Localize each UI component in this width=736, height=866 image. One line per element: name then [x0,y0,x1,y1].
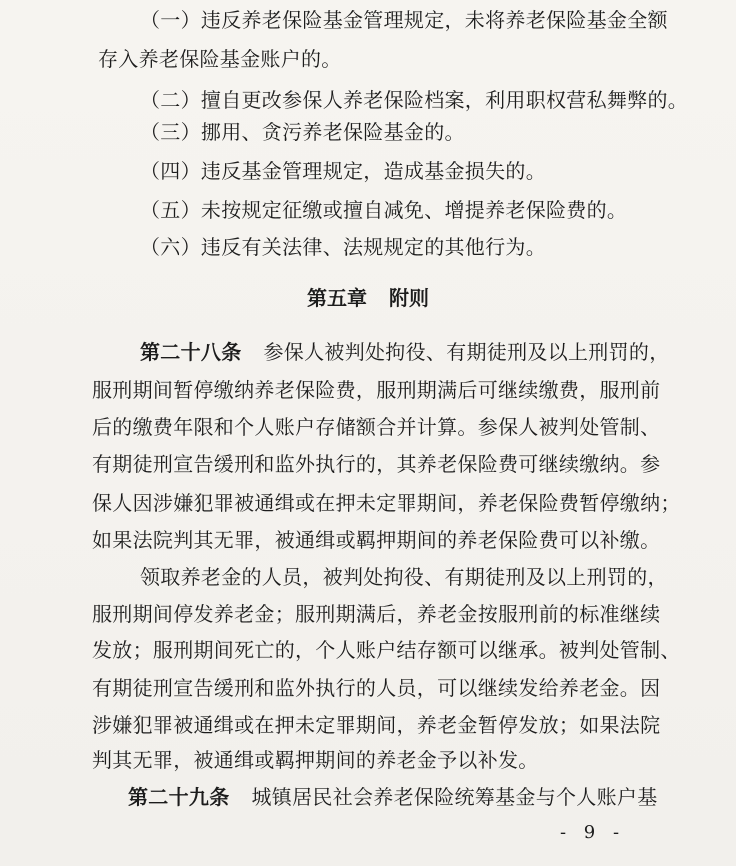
paragraph-2-line-5: 涉嫌犯罪被通缉或在押未定罪期间，养老金暂停发放；如果法院 [92,713,661,737]
article-28-line-3: 后的缴费年限和个人账户存储额合并计算。参保人被判处管制、 [92,415,661,439]
article-28-label: 第二十八条 [140,340,242,364]
list-item-5: （五）未按规定征缴或擅自减免、增提养老保险费的。 [140,198,628,222]
list-item-1-line-1: （一）违反养老保险基金管理规定，未将养老保险基金全额 [140,8,668,32]
chapter-heading [0,286,736,310]
paragraph-2-line-2: 服刑期间停发养老金；服刑期满后，养老金按服刑前的标准继续 [92,602,661,626]
article-29-label: 第二十九条 [128,785,230,809]
article-28-line-2: 服刑期间暂停缴纳养老保险费，服刑期满后可继续缴费，服刑前 [92,378,661,402]
list-item-1-line-2: 存入养老保险基金账户的。 [98,47,342,71]
list-item-3: （三）挪用、贪污养老保险基金的。 [140,120,465,144]
article-28-text-1: 参保人被判处拘役、有期徒刑及以上刑罚的， [263,340,670,364]
paragraph-2-line-3: 发放；服刑期间死亡的，个人账户结存额可以继承。被判处管制、 [92,638,681,662]
article-29-line-1 [128,785,658,809]
chapter-number: 第五章 [307,286,367,310]
chapter-title: 附则 [389,286,429,310]
page-number: - 9 - [560,822,626,843]
list-item-4: （四）违反基金管理规定，造成基金损失的。 [140,159,546,183]
article-28-line-5: 保人因涉嫌犯罪被通缉或在押未定罪期间，养老保险费暂停缴纳； [92,491,681,515]
list-item-2: （二）擅自更改参保人养老保险档案，利用职权营私舞弊的。 [140,88,689,112]
list-item-6: （六）违反有关法律、法规规定的其他行为。 [140,235,546,259]
article-28-line-4: 有期徒刑宣告缓刑和监外执行的，其养老保险费可继续缴纳。参 [92,452,661,476]
paragraph-2-line-1: 领取养老金的人员，被判处拘役、有期徒刑及以上刑罚的， [140,565,668,589]
paragraph-2-line-6: 判其无罪，被通缉或羁押期间的养老金予以补发。 [92,748,539,772]
article-28-line-6: 如果法院判其无罪，被通缉或羁押期间的养老保险费可以补缴。 [92,528,661,552]
paragraph-2-line-4: 有期徒刑宣告缓刑和监外执行的人员，可以继续发给养老金。因 [92,676,661,700]
article-28-line-1 [140,340,670,364]
article-29-text: 城镇居民社会养老保险统筹基金与个人账户基 [251,785,658,809]
